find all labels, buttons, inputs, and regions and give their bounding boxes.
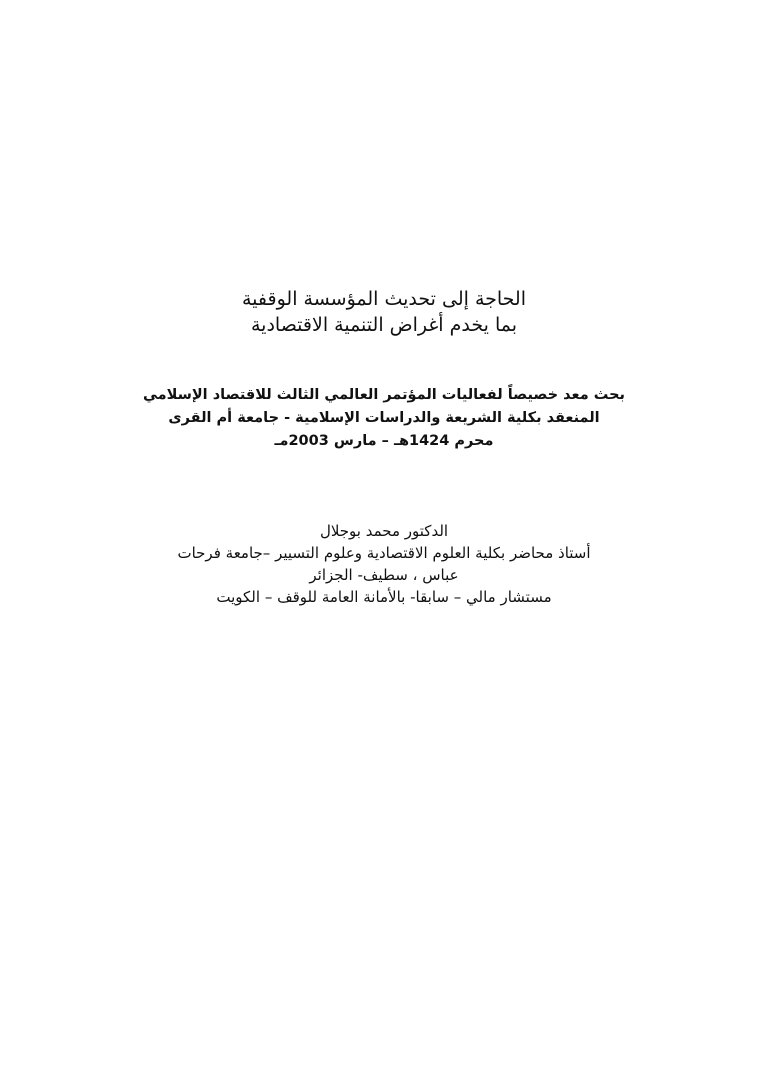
author-block bbox=[120, 520, 648, 608]
author-position-line-1: أستاذ محاضر بكلية العلوم الاقتصادية وعلوم التسيير –جامعة فرحات bbox=[177, 544, 591, 562]
author-position-line-3: مستشار مالي – سابقا- بالأمانة العامة للوقف – الكويت bbox=[216, 588, 552, 606]
conference-line-2: المنعقد بكلية الشريعة والدراسات الإسلامية - جامعة أم القرى bbox=[168, 410, 600, 426]
conference-date: محرم 1424هـ – مارس 2003مـ bbox=[274, 433, 494, 449]
author-position-line-2: عباس ، سطيف- الجزائر bbox=[309, 566, 459, 584]
title-line-1: الحاجة إلى تحديث المؤسسة الوقفية bbox=[241, 288, 526, 310]
conference-line-1: بحث معد خصيصاً لفعاليات المؤتمر العالمي الثالث للاقتصاد الإسلامي bbox=[142, 387, 626, 403]
title-line-2: بما يخدم أغراض التنمية الاقتصادية bbox=[250, 314, 518, 336]
conference-block bbox=[120, 384, 648, 453]
author-name: الدكتور محمد بوجلال bbox=[319, 522, 449, 540]
title-block bbox=[120, 286, 648, 338]
